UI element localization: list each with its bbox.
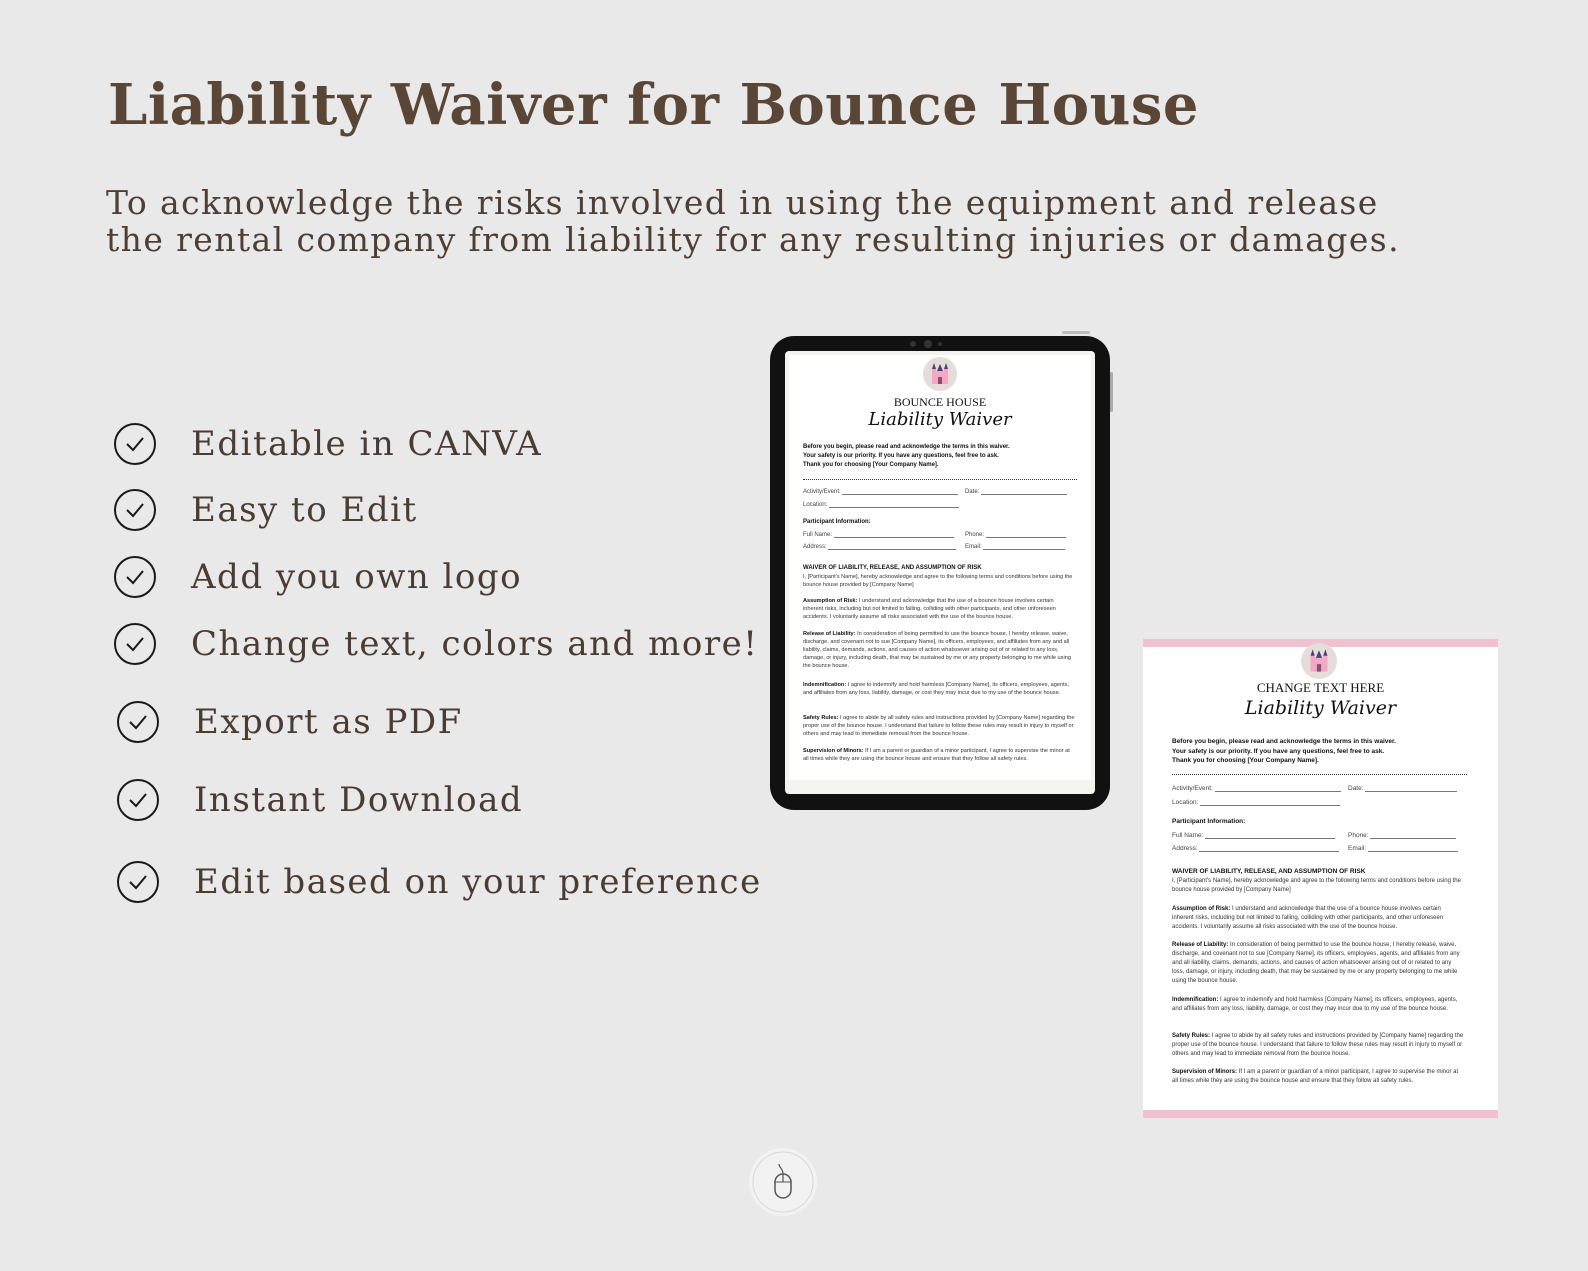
feature-item [113,555,522,599]
brand-logo [749,1148,817,1216]
castle-logo-icon [1301,643,1337,679]
feature-item [116,700,463,744]
castle-logo-icon [923,357,957,391]
tablet-document [789,355,1091,780]
check-circle-icon [116,860,160,904]
section-supervision: Supervision of Minors: If I am a parent or guardian of a minor participant, I agree to supervise the minor at all times while they are using the bounce house and ensure that they follow all safety rules. [1172,1069,1459,1084]
feature-label: Instant Download [194,780,524,820]
feature-item [116,860,762,904]
field-activity: Activity/Event: [1172,785,1341,792]
field-full-name: Full Name: [1172,832,1335,839]
feature-label: Edit based on your preference [194,862,762,902]
field-address: Address: [1172,845,1339,852]
check-circle-icon [113,555,157,599]
section-safety: Safety Rules: I agree to abide by all safety rules and instructions provided by [Company Name] regarding the proper use of the bounce house. I understand that failure to follow these rules may result in injury to myself or others and may lead to immediate removal from the bounce house. [1172,1033,1464,1057]
check-circle-icon [113,422,157,466]
feature-label: Editable in CANVA [191,424,543,464]
field-full-name: Full Name: [803,532,954,538]
section-assumption: Assumption of Risk: I understand and acknowledge that the use of a bounce house involves certain inherent risks, including but not limited to falling, colliding with other participants, and other unforeseen accidents. I voluntarily assume all risks associated with the use of the bounce house. [1172,906,1444,930]
check-circle-icon [116,700,160,744]
waiver-text: I, [Participant's Name], hereby acknowledge and agree to the following terms and conditions before using the bounce house provided by [Company Name] [1172,878,1461,893]
doc-script-title: Liability Waiver [1244,697,1397,719]
doc-divider [1172,774,1467,775]
doc-intro: Before you begin, please read and acknowledge the terms in this waiver. Your safety is our priority. If you have any questions, feel free to ask. Thank you for choosing [Your Company Name]. [803,444,1010,468]
section-release: Release of Liability: In consideration of being permitted to use the bounce house, I hereby release, waive, discharge, and covenant not to sue [Company Name], its officers, employees, and affiliates from any and all liability, claims, demands, actions, and causes of action whatsoever arising out of or related to any loss, damage, or injury, including death, that may be sustained by me or any property belonging to me while using the bounce house. [803,631,1071,669]
field-activity: Activity/Event: [803,489,958,495]
field-email: Email: [1348,845,1458,852]
waiver-heading: WAIVER OF LIABILITY, RELEASE, AND ASSUMPTION OF RISK [1172,868,1366,875]
tablet-mockup [770,336,1110,810]
feature-label: Export as PDF [194,702,463,742]
doc-divider [803,479,1077,480]
field-date: Date: [1348,785,1457,792]
field-email: Email: [965,544,1065,550]
section-indemnification: Indemnification: I agree to indemnify and hold harmless [Company Name], its officers, employees, agents, and affiliates from any loss, liability, damage, or cost they may incur due to my use of the bounce house. [1172,997,1458,1012]
feature-item [113,622,758,666]
check-circle-icon [116,778,160,822]
tablet-camera [910,340,970,348]
field-phone: Phone: [965,532,1066,538]
participant-info-heading: Participant Information: [803,519,871,525]
document-sheet [1143,639,1498,1118]
feature-item [116,778,523,822]
doc-heading: CHANGE TEXT HERE [1256,680,1385,695]
section-assumption: Assumption of Risk: I understand and acknowledge that the use of a bounce house involves certain inherent risks, including but not limited to falling, colliding with other participants, and other unforeseen accidents. I voluntarily assume all risks associated with the use of the bounce house. [803,598,1056,620]
check-circle-icon [113,488,157,532]
section-release: Release of Liability: In consideration of being permitted to use the bounce house, I hereby release, waive, discharge, and covenant not to sue [Company Name], its officers, employees, agents, and affiliates from any and all liability, claims, demands, actions, and causes of action whatsoever arising out of or related to any loss, damage, or injury, including death, that may be sustained by me or any property belonging to me while using the bounce house. [1172,942,1460,984]
waiver-heading: WAIVER OF LIABILITY, RELEASE, AND ASSUMPTION OF RISK [803,565,982,571]
tablet-screen [785,351,1095,794]
tablet-side-button [1110,372,1113,412]
feature-label: Change text, colors and more! [191,624,759,664]
feature-label: Easy to Edit [191,490,418,530]
doc-script-title: Liability Waiver [868,409,1012,430]
feature-item [113,422,542,466]
waiver-text: I, [Participant's Name], hereby acknowledge and agree to the following terms and conditions before using the bounce house provided by [Company Name] [803,574,1073,588]
doc-heading: BOUNCE HOUSE [893,395,987,409]
field-address: Address: [803,544,956,550]
section-indemnification: Indemnification: I agree to indemnify and hold harmless [Company Name], its officers, employees, agents, and affiliates from any loss, liability, damage, or cost they may incur due to my use of the bounce house. [803,682,1070,696]
section-supervision: Supervision of Minors: If I am a parent or guardian of a minor participant, I agree to supervise the minor at all times while they are using the bounce house and ensure that they follow all safety rules. [803,748,1070,762]
field-location: Location: [1172,799,1340,806]
page-title: Liability Waiver for Bounce House [108,72,1199,138]
field-location: Location: [803,502,959,508]
mouse-icon [749,1148,817,1216]
page-subtitle: To acknowledge the risks involved in using the equipment and release the rental company from liability for any resulting injuries or damages. [106,183,1400,259]
participant-info-heading: Participant Information: [1172,818,1246,825]
field-phone: Phone: [1348,832,1456,839]
check-circle-icon [113,622,157,666]
tablet-top-button [1062,331,1090,334]
feature-item [113,488,418,532]
feature-label: Add you own logo [191,557,523,597]
doc-intro: Before you begin, please read and acknowledge the terms in this waiver. Your safety is our priority. If you have any questions, feel free to ask. Thank you for choosing [Your Company Name]. [1172,738,1396,764]
section-safety: Safety Rules: I agree to abide by all safety rules and instructions provided by [Company Name] regarding the proper use of the bounce house. I understand that failure to follow these rules may result in injury to myself or others and may lead to immediate removal from the bounce house. [803,715,1075,737]
field-date: Date: [965,489,1067,495]
pink-band-bottom [1143,1110,1498,1118]
